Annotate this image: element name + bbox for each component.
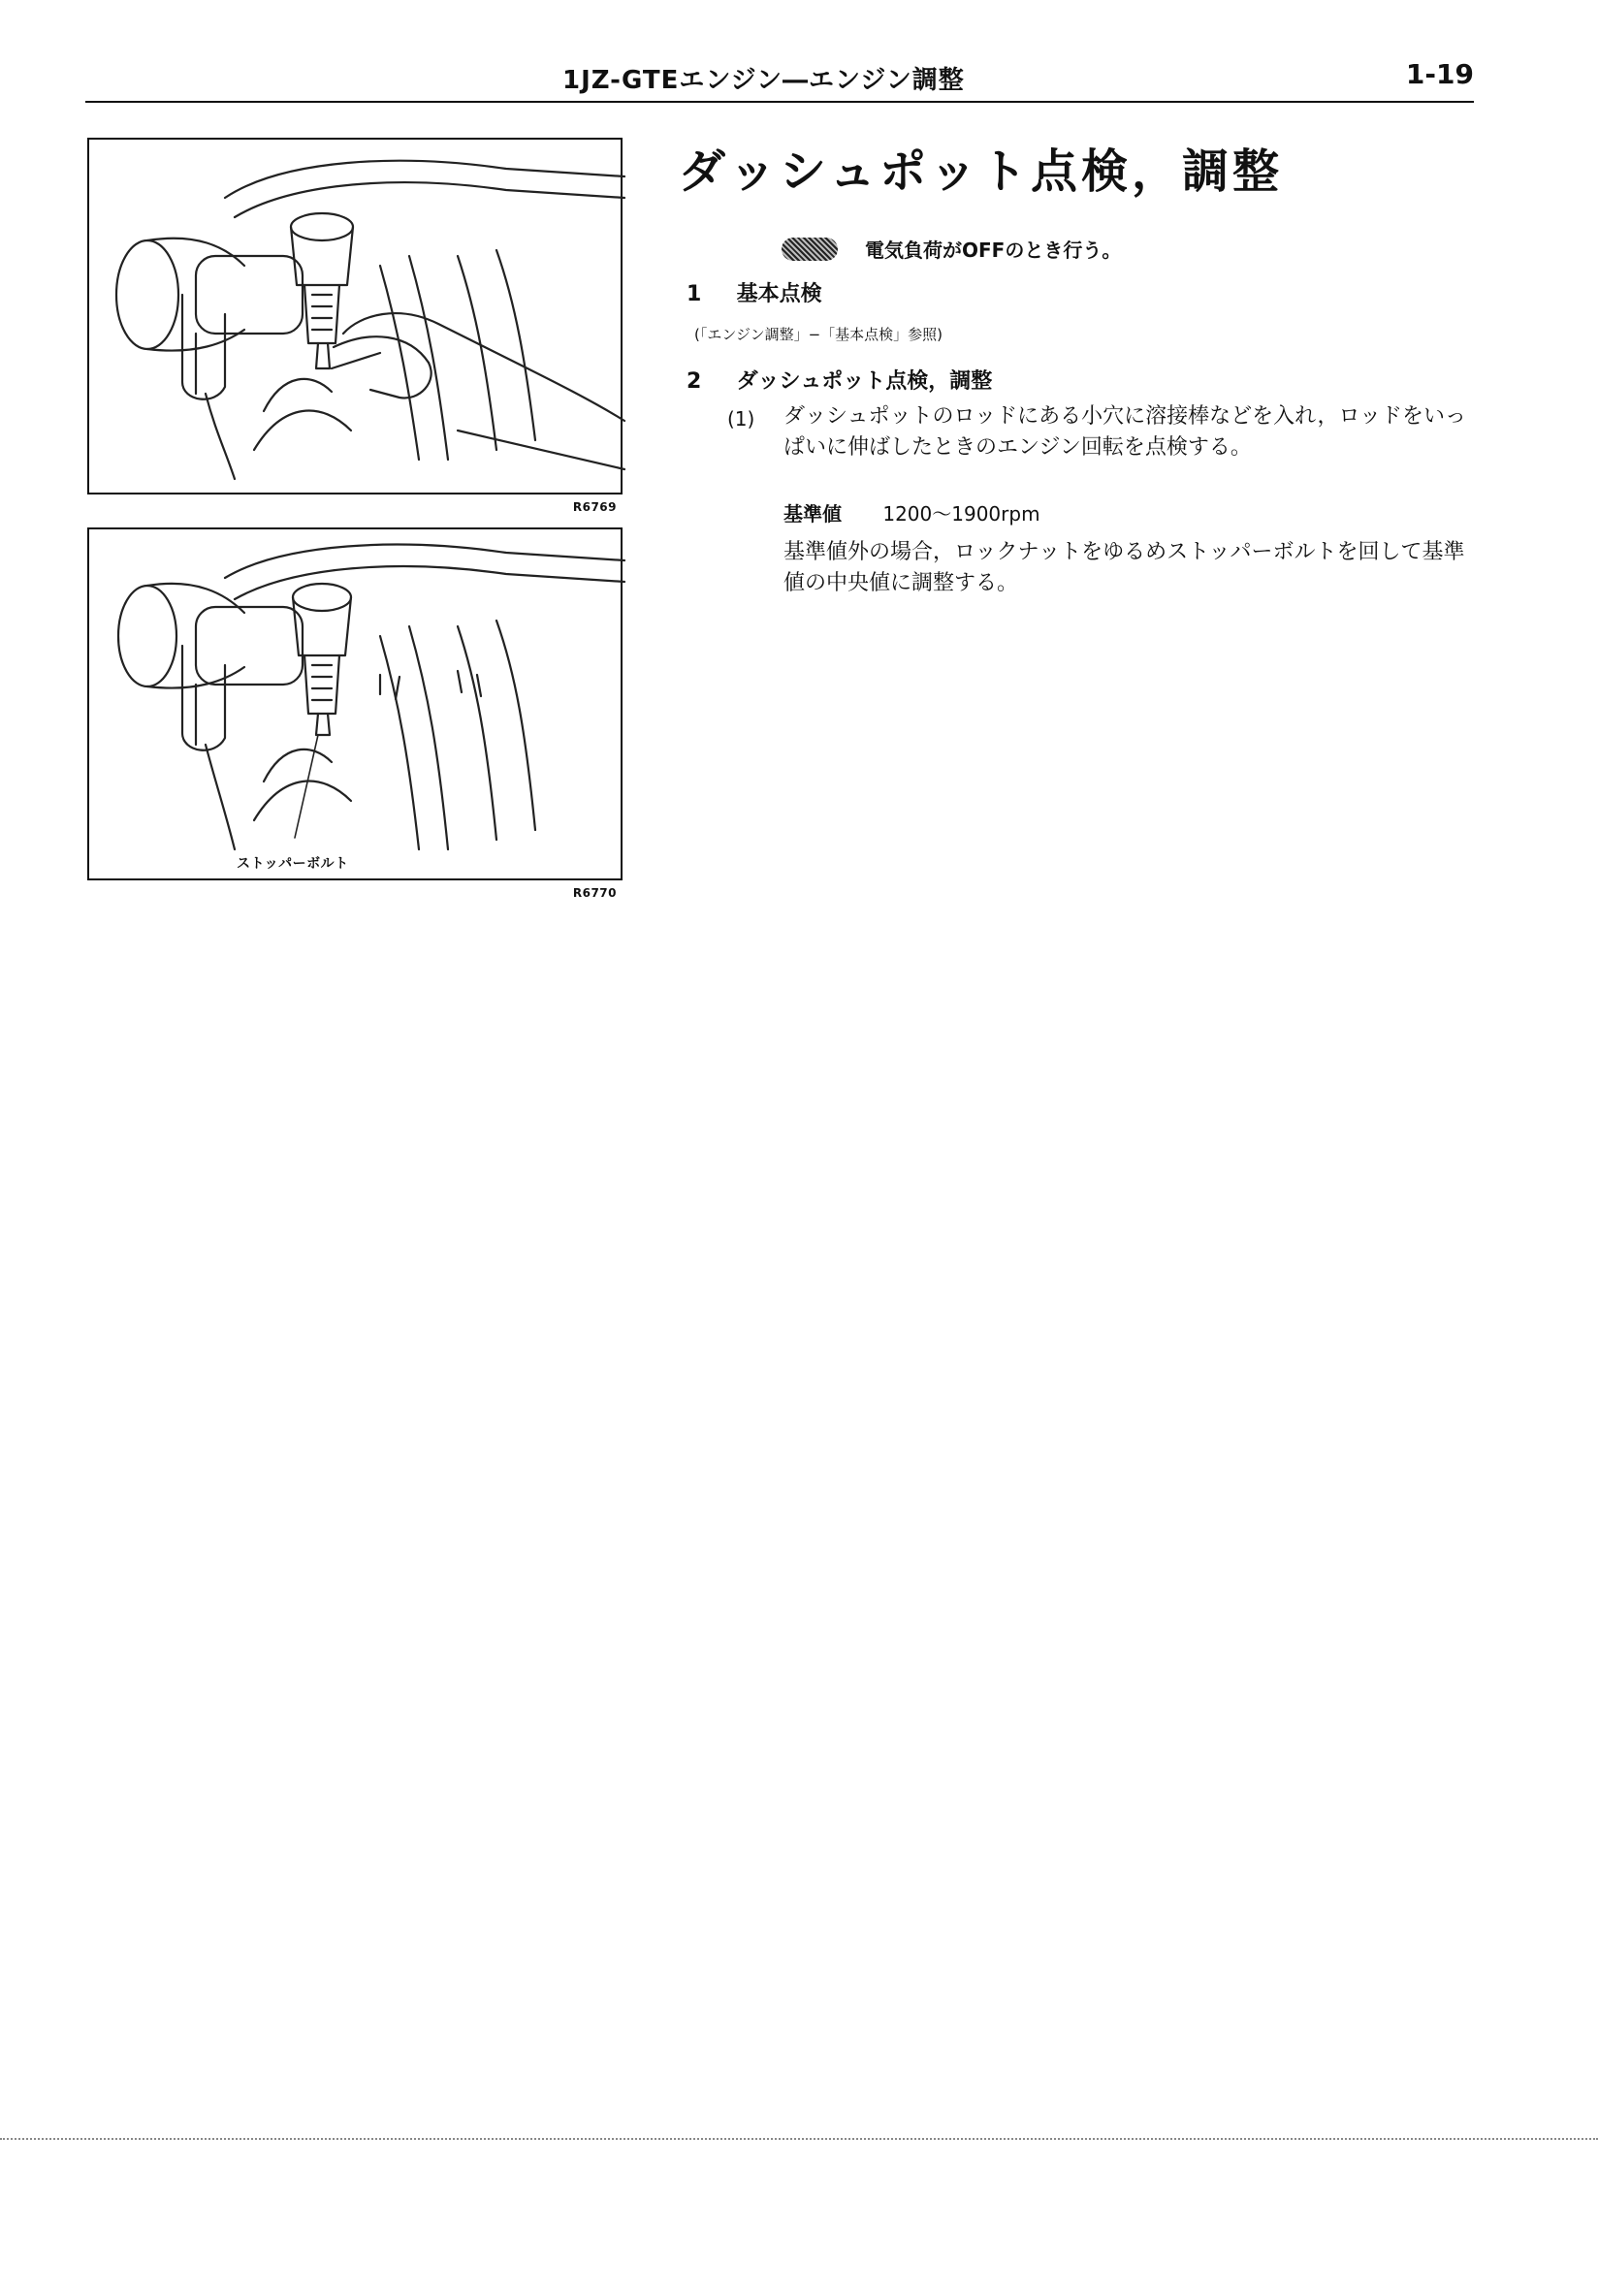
- spec-value: 1200〜1900rpm: [882, 502, 1040, 526]
- step-1-reference: (「エンジン調整」−「基本点検」参照): [694, 326, 943, 343]
- substep-followup: 基準値外の場合，ロックナットをゆるめストッパーボルトを回して基準値の中央値に調整する。: [783, 540, 1465, 595]
- engine-illustration-1: [89, 140, 624, 496]
- note: [782, 235, 1121, 263]
- figure-stopper-bolt: [87, 527, 623, 900]
- spec-label: 基準値: [783, 502, 842, 526]
- step-number: 2: [687, 369, 702, 394]
- substep-number: (1): [727, 407, 755, 430]
- figure-code: R6769: [572, 500, 617, 514]
- figure-label-stopper-bolt: ストッパーボルト: [237, 856, 349, 872]
- spec-line: [783, 498, 1040, 526]
- substep-instruction: ダッシュポットのロッドにある小穴に溶接棒などを入れ，ロッドをいっぱいに伸ばしたときのエンジン回転を点検する。: [783, 404, 1467, 460]
- figure-code: R6770: [572, 886, 617, 900]
- step-2-heading: [687, 365, 992, 395]
- header-rule: [85, 101, 1474, 103]
- footer-dotted-rule: [0, 2138, 1598, 2140]
- engine-illustration-2: [89, 529, 624, 882]
- page-number: 1-19: [1405, 58, 1474, 90]
- note-text: 電気負荷がOFFのとき行う。: [865, 239, 1122, 262]
- step-1-heading: [687, 277, 822, 307]
- figure-dashpot-check: [87, 138, 623, 514]
- note-badge-icon: [782, 238, 838, 261]
- step-title: 基本点検: [736, 282, 822, 306]
- step-title: ダッシュポット点検，調整: [736, 369, 993, 394]
- section-title: ダッシュポット点検，調整: [679, 144, 1284, 199]
- step-number: 1: [687, 282, 702, 306]
- header-title: 1JZ-GTEエンジン―エンジン調整: [562, 66, 965, 95]
